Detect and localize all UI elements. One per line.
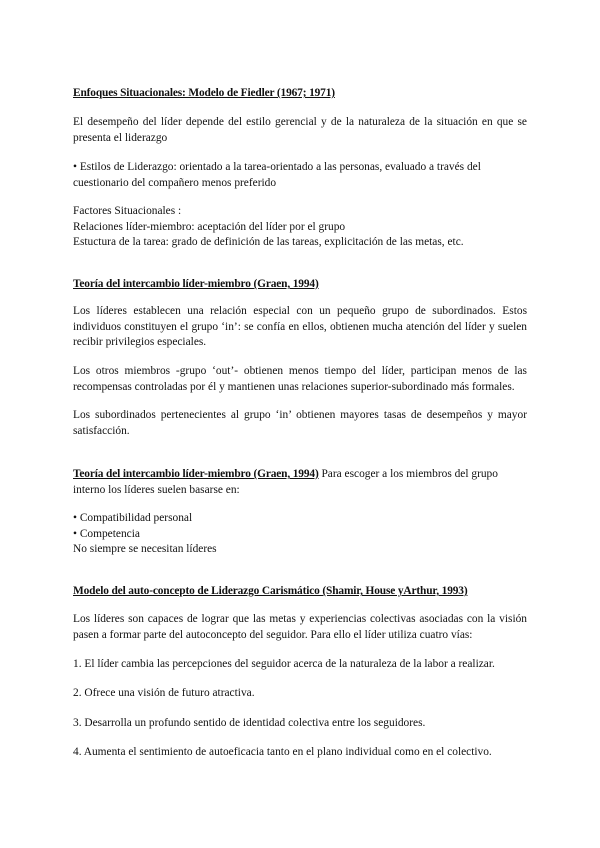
lmx-heading: Teoría del intercambio líder-miembro (Graen, 1994) <box>73 278 319 290</box>
lmx2-text: Para escoger a los miembros del grupo interno los líderes suelen basarse en: <box>73 468 498 496</box>
lmx2-list <box>73 511 527 558</box>
lmx2-heading: Teoría del intercambio líder-miembro (Graen, 1994) <box>73 468 319 480</box>
charismatic-item-4: 4. Aumenta el sentimiento de autoeficacia tanto en el plano individual como en el colectivo. <box>73 746 492 758</box>
factor-leader-member: Relaciones líder-miembro: aceptación del líder por el grupo <box>73 220 346 233</box>
lmx-paragraph-2: Los otros miembros -grupo ‘out’- obtienen menos tiempo del líder, participan menos de las recompensas controladas por él y mantienen unas relaciones superior-subordinado más formales. <box>73 365 527 393</box>
charismatic-item-1: 1. El líder cambia las percepciones del seguidor acerca de la naturaleza de la labor a realizar. <box>73 658 495 670</box>
situational-factors <box>73 204 527 251</box>
fiedler-bullet: • Estilos de Liderazgo: orientado a la tarea-orientado a las personas, evaluado a través del cuestionario del compañero menos preferido <box>73 161 481 189</box>
fiedler-heading: Enfoques Situacionales: Modelo de Fiedler (1967; 1971) <box>73 87 335 99</box>
fiedler-intro: El desempeño del líder depende del estilo gerencial y de la naturaleza de la situación en que se presenta el liderazgo <box>73 116 527 144</box>
charismatic-heading: Modelo del auto-concepto de Liderazgo Carismático (Shamir, House yArthur, 1993) <box>73 585 468 597</box>
lmx2-note: No siempre se necesitan líderes <box>73 543 217 555</box>
lmx2-paragraph <box>73 467 527 498</box>
charismatic-intro: Los líderes son capaces de lograr que las metas y experiencias colectivas asociadas con la visión pasen a formar parte del autoconcepto del seguidor. Para ello el líder utiliza cuatro vías: <box>73 613 527 641</box>
list-item: • Competencia <box>73 527 140 540</box>
lmx-paragraph-1: Los líderes establecen una relación especial con un pequeño grupo de subordinados. Estos individuos constituyen el grupo ‘in’: se confía en ellos, obtienen mucha atención del líder y suelen recibir privilegios especiales. <box>73 305 527 348</box>
factor-task-structure: Estuctura de la tarea: grado de definición de las tareas, explicitación de las metas, etc. <box>73 236 464 248</box>
charismatic-item-3: 3. Desarrolla un profundo sentido de identidad colectiva entre los seguidores. <box>73 717 426 729</box>
lmx-paragraph-3: Los subordinados pertenecientes al grupo ‘in’ obtienen mayores tasas de desempeños y mayor satisfacción. <box>73 409 527 437</box>
charismatic-item-2: 2. Ofrece una visión de futuro atractiva. <box>73 687 255 699</box>
list-item: • Compatibilidad personal <box>73 512 193 524</box>
factors-title: Factores Situacionales : <box>73 205 182 217</box>
